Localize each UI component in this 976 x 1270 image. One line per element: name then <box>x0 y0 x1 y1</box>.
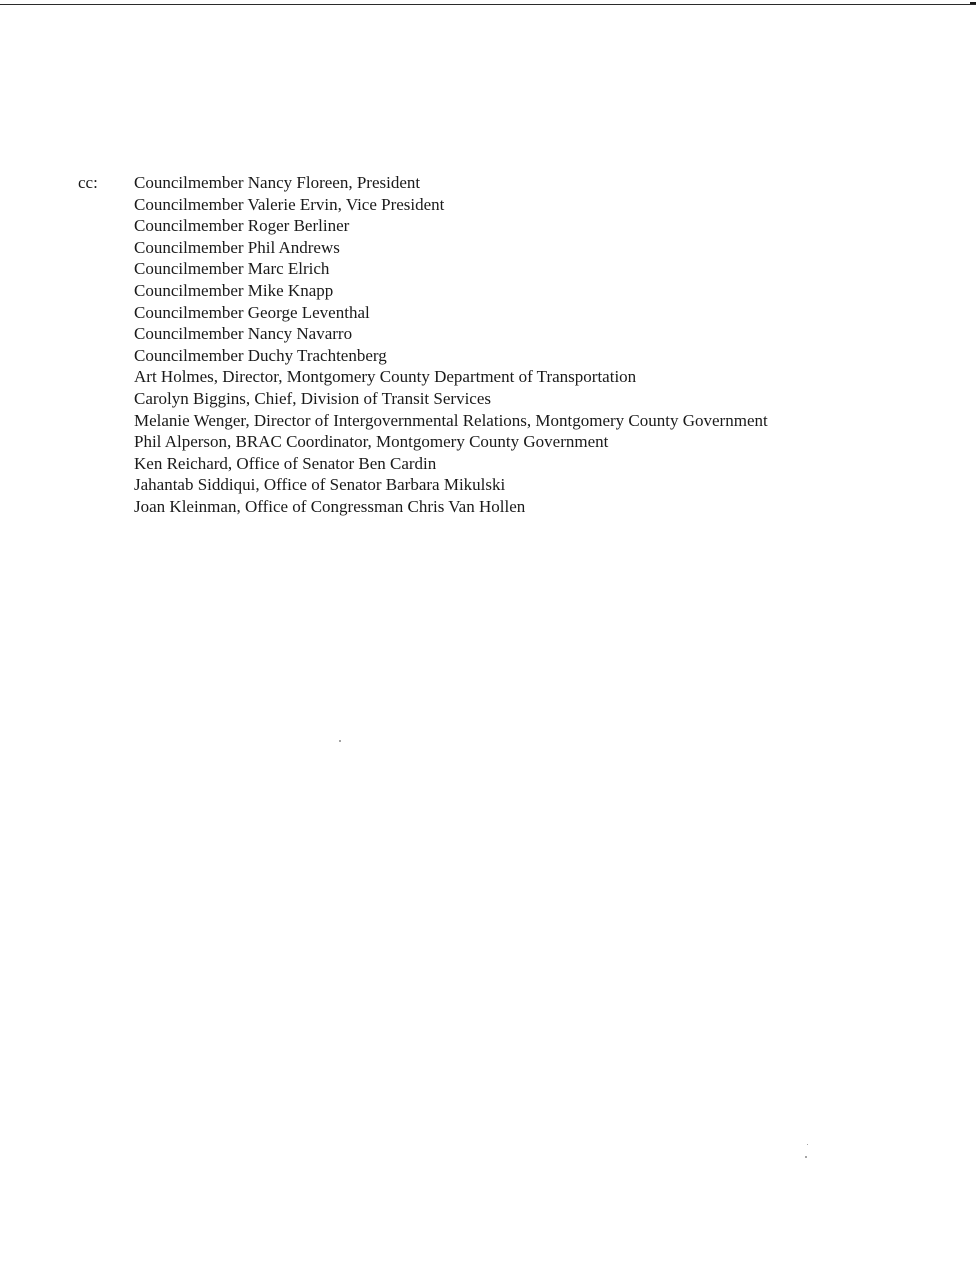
cc-recipient: Art Holmes, Director, Montgomery County Department of Transportation <box>134 367 637 387</box>
cc-recipient: Melanie Wenger, Director of Intergovernmental Relations, Montgomery County Government <box>134 410 768 430</box>
cc-recipient: Councilmember Nancy Navarro <box>134 324 353 344</box>
cc-recipient: Phil Alperson, BRAC Coordinator, Montgomery County Government <box>134 432 609 452</box>
cc-recipient: Councilmember Mike Knapp <box>134 280 334 300</box>
page-corner-mark <box>970 2 976 4</box>
cc-recipient: Joan Kleinman, Office of Congressman Chris Van Hollen <box>134 496 526 516</box>
cc-recipient: Councilmember George Leventhal <box>134 302 370 322</box>
scan-speck <box>807 1144 808 1145</box>
cc-recipient-list <box>134 172 768 518</box>
page-top-border <box>0 4 976 5</box>
cc-recipient: Councilmember Phil Andrews <box>134 237 340 257</box>
cc-recipient: Councilmember Duchy Trachtenberg <box>134 345 387 365</box>
scan-speck <box>805 1156 807 1158</box>
cc-recipient: Councilmember Valerie Ervin, Vice President <box>134 194 445 214</box>
cc-recipient: Jahantab Siddiqui, Office of Senator Barbara Mikulski <box>134 475 506 495</box>
cc-recipient: Carolyn Biggins, Chief, Division of Transit Services <box>134 388 491 408</box>
cc-recipient: Councilmember Nancy Floreen, President <box>134 173 421 192</box>
scan-speck <box>339 740 341 742</box>
cc-recipient: Ken Reichard, Office of Senator Ben Cardin <box>134 453 437 473</box>
cc-label: cc: <box>78 173 98 192</box>
cc-recipient: Councilmember Marc Elrich <box>134 259 330 279</box>
cc-recipient: Councilmember Roger Berliner <box>134 216 350 236</box>
